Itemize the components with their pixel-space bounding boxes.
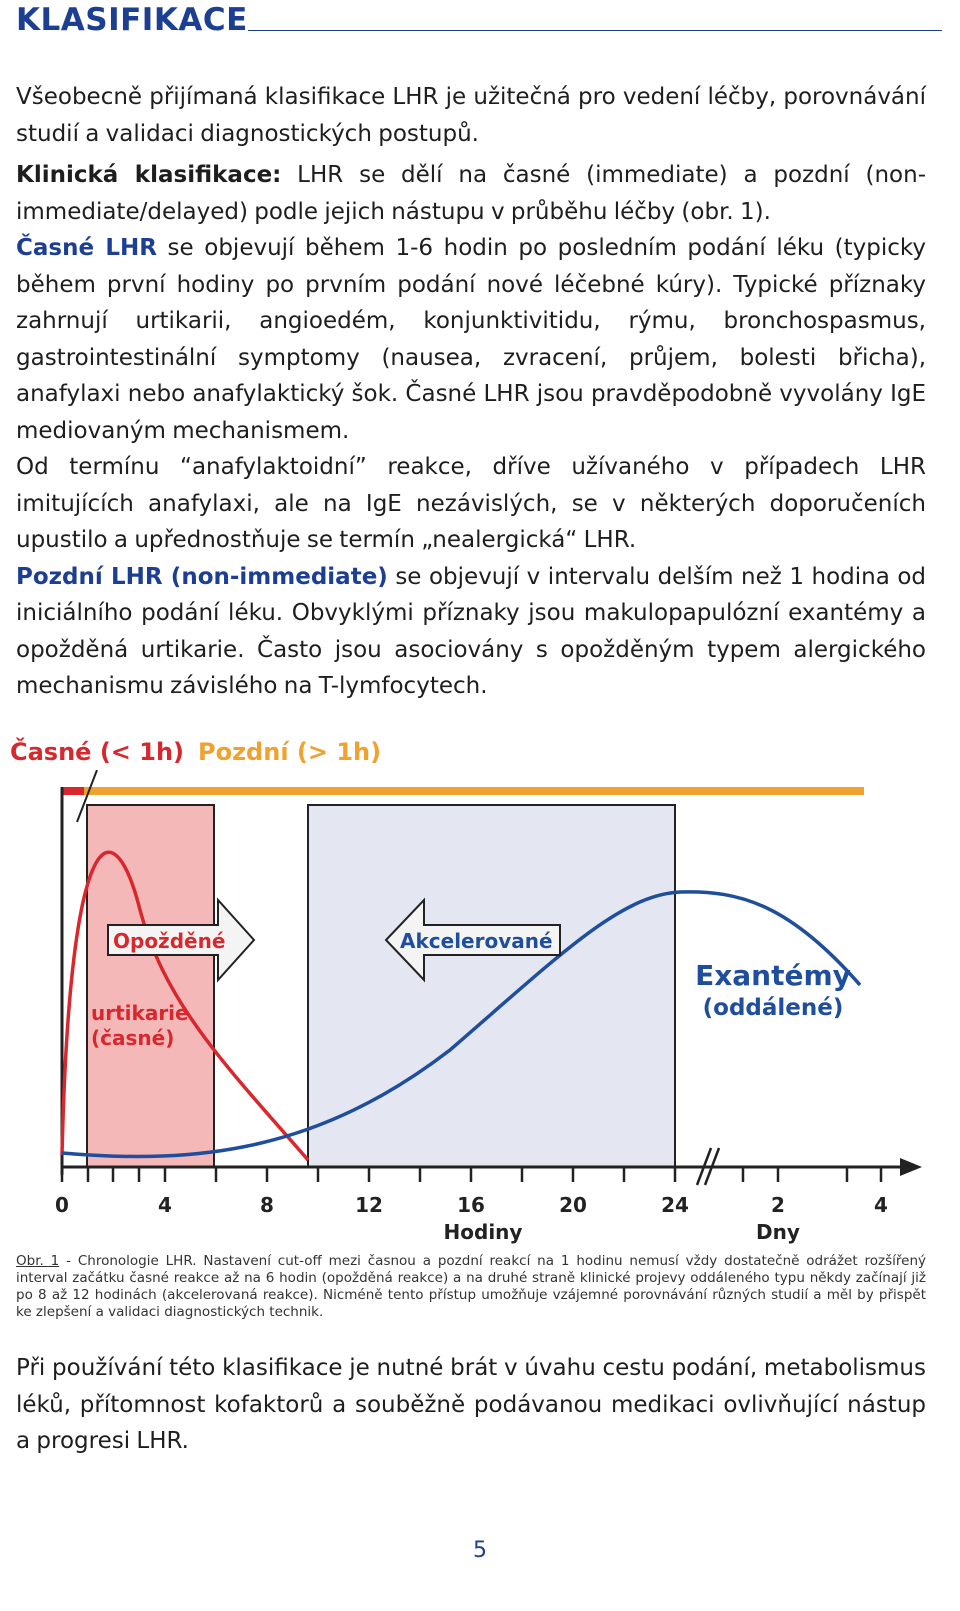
page-number: 5 [473,1538,487,1563]
early-phase-label: Časné (< 1h) [10,738,184,766]
tick-label-day-2: 2 [771,1193,785,1217]
intro-text: Všeobecně přijímaná klasifikace LHR je užitečná pro vedení léčby, porovnávání studií a validaci diagnostických postupů. [16,84,926,147]
early-phase-bar [62,787,84,795]
heading-rule [248,30,942,31]
tick-label-0: 0 [55,1193,69,1217]
tick-label-24: 24 [661,1193,689,1217]
early-zone [87,805,214,1167]
clinical-text: LHR se dělí na časné (immediate) a pozdní (non-immediate/delayed) podle jejich nástupu v průběhu léčby (obr. 1). [16,162,926,225]
lhr-chronology-figure [0,770,960,1250]
closing-text: Při používání této klasifikace je nutné brát v úvahu cestu podání, metabolismus léků, přítomnost kofaktorů a souběžně podávanou medikaci ovlivňující nástup a progresi LHR. [16,1355,926,1454]
urticaria-label-line2: (časné) [91,1026,175,1050]
anaphylactoid-paragraph: Od termínu “anafylaktoidní” reakce, dříve užívaného v případech LHR imitujících anafylaxi, ale na IgE nezávislých, se v některých doporučeních upustilo a upřednostňuje se termín „nealergická“ LHR. [16,454,926,553]
x-axis-arrowhead [900,1158,922,1176]
late-zone [308,805,675,1167]
clinical-paragraph [16,157,926,230]
intro-paragraph [16,79,926,152]
tick-label-16: 16 [457,1193,485,1217]
early-text: se objevují během 1-6 hodin po posledním podání léku (typicky během první hodiny po prvním podání nové léčebné kúry). Typické příznaky zahrnují urtikarii, angioedém, konjunktivitidu, rýmu, bronchospasmus, gastrointestinální symptomy (nausea, zvracení, průjem, bolesti břicha), anafylaxi nebo anafylaktický šok. Časné LHR jsou pravděpodobně vyvolány IgE mediovaným mechanismem. [16,235,927,444]
late-phase-bar [84,787,864,795]
early-paragraph [16,230,926,449]
figure-caption [16,1253,926,1321]
tick-label-day-4: 4 [874,1193,888,1217]
exanthema-label-line1: Exantémy [695,959,851,992]
tick-label-20: 20 [559,1193,587,1217]
closing-paragraph [16,1350,926,1460]
late-text: se objevují v intervalu delším než 1 hodina od iniciálního podání léku. Obvyklými příznaky jsou makulopapulózní exantémy a opožděná urtikarie. Často jsou asociovány s opožděným typem alergického mechanismu závislého na T-lymfocytech. [16,563,926,699]
figure-reference: Obr. 1 [16,1253,60,1269]
section-heading: KLASIFIKACE [16,2,248,38]
days-axis-label: Dny [756,1220,800,1244]
late-phase-label: Pozdní (> 1h) [198,738,382,766]
tick-label-12: 12 [355,1193,383,1217]
late-lead: Pozdní LHR (non-immediate) [16,563,388,590]
urticaria-label-line1: urtikarie [91,1001,189,1025]
tick-label-8: 8 [260,1193,274,1217]
accelerated-arrow-label: Akcelerované [400,929,553,953]
exanthema-label-line2: (oddálené) [702,995,844,1021]
clinical-lead: Klinická klasifikace: [16,162,282,188]
tick-label-4: 4 [158,1193,172,1217]
early-lead: Časné LHR [16,235,157,261]
late-paragraph [16,559,926,705]
caption-text: - Chronologie LHR. Nastavení cut-off mezi časnou a pozdní reakcí na 1 hodinu nemusí vždy dostatečně odrážet rozšířený interval začátku časné reakce až na 6 hodin (opožděná reakce) a na druhé straně klinické projevy oddáleného typu někdy začínají již po 8 až 12 hodinách (akcelerovaná reakce). Nicméně tento přístup umožňuje vzájemné porovnávání různých studií a měl by přispět ke zlepšení a validaci diagnostických technik. [16,1253,926,1320]
hours-axis-label: Hodiny [443,1220,523,1244]
classification-block [16,157,926,705]
delayed-arrow-label: Opožděné [113,929,226,953]
x-ticks [62,1167,881,1182]
